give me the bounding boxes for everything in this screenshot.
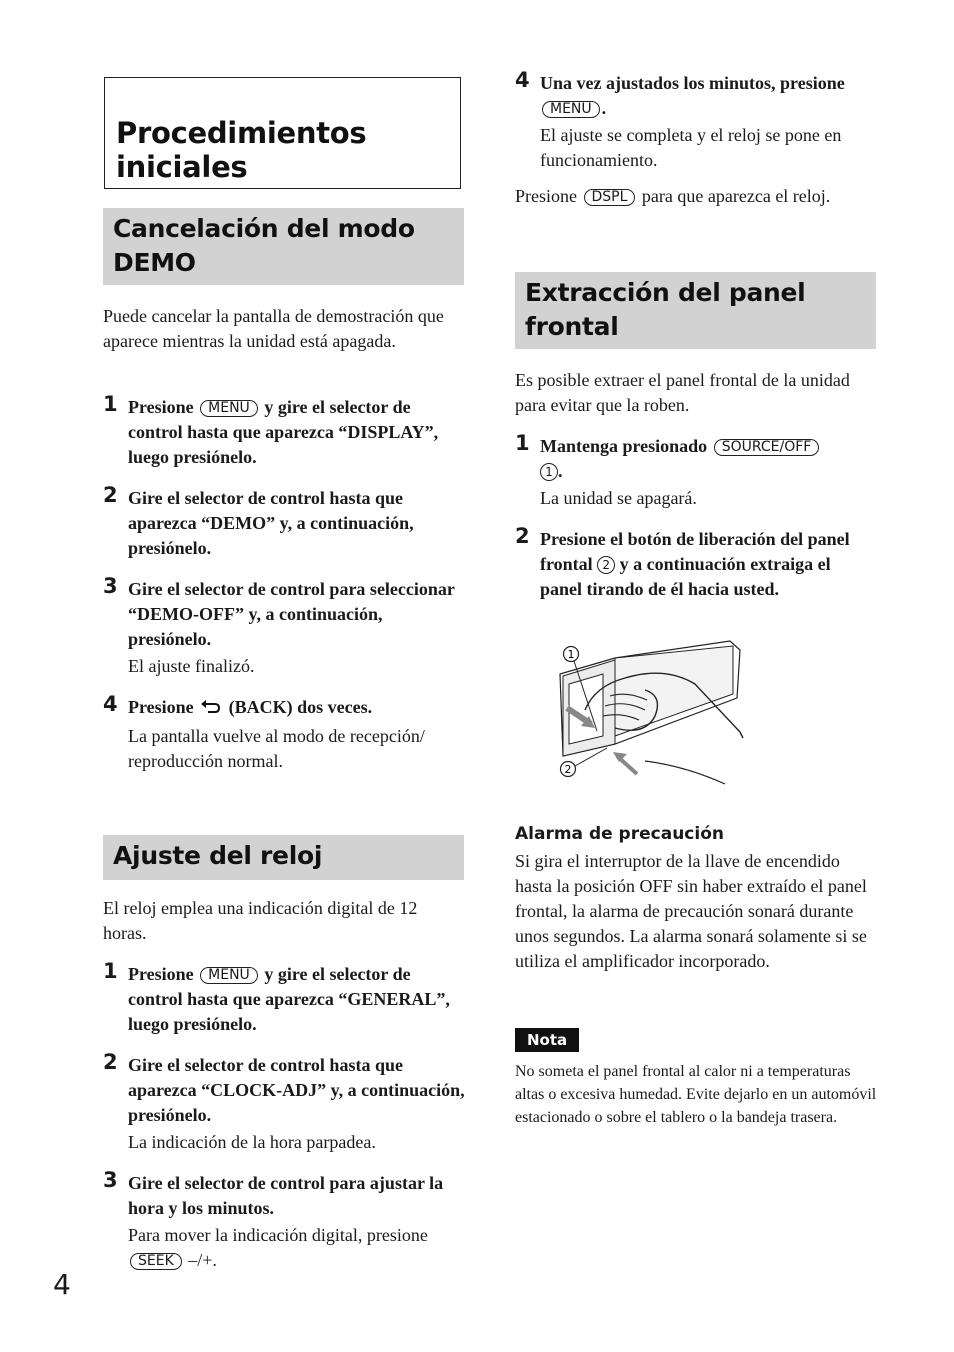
step-text: Presione [128, 397, 194, 417]
menu-key: MENU [200, 400, 258, 417]
chapter-title: Procedimientos iniciales [116, 116, 367, 184]
clock-step-1 [103, 959, 465, 1037]
clock-after-text: para que aparezca el reloj. [641, 186, 831, 206]
step-text: Gire el selector de control para seleccionar “DEMO-OFF” y, a continuación, presiónelo. [128, 579, 455, 649]
page-number: 4 [53, 1268, 71, 1301]
alarm-text: Si gira el interruptor de la llave de encendido hasta la posición OFF sin haber extraído el panel frontal, la alarma de precaución sonará durante unos segundos. La alarma sonará solamente si se utiliza el amplificador incorporado. [515, 851, 867, 971]
step-result: El ajuste finalizó. [128, 656, 255, 676]
panel-step-1 [515, 431, 877, 511]
step-text: Una vez ajustados los minutos, presione [540, 73, 845, 93]
note-label: Nota [515, 1028, 579, 1052]
step-result: La pantalla vuelve al modo de recepción/ reproducción normal. [128, 726, 425, 771]
figure-callout-2: 2 [564, 763, 572, 776]
demo-step-3 [103, 574, 465, 679]
step-result: El ajuste se completa y el reloj se pone en funcionamiento. [540, 125, 842, 170]
menu-key: MENU [542, 101, 600, 118]
note-text: No someta el panel frontal al calor ni a temperaturas altas o excesiva humedad. Evite dejarlo en un automóvil estacionado o sobre el tablero o la bandeja trasera. [515, 1063, 877, 1126]
step-number: 2 [103, 1050, 118, 1074]
step-result: La unidad se apagará. [540, 488, 697, 508]
step-text: . [601, 98, 607, 118]
clock-step-3 [103, 1168, 465, 1273]
step-result: La indicación de la hora parpadea. [128, 1132, 376, 1152]
menu-key: MENU [200, 967, 258, 984]
step-text: Presione [128, 697, 194, 717]
step-text: y gire el selector de control hasta que aparezca “GENERAL”, luego presiónelo. [128, 964, 450, 1034]
section-header-demo [103, 208, 464, 285]
clock-after-text: Presione [515, 186, 577, 206]
back-arrow-icon [200, 697, 222, 722]
step-number: 2 [103, 483, 118, 507]
step-text: y a continuación extraiga el panel tirando de él hacia usted. [540, 554, 831, 599]
clock-step-4 [515, 68, 877, 173]
section-header-clock [103, 835, 464, 880]
panel-step-2 [515, 524, 877, 602]
demo-step-4 [103, 692, 465, 774]
step-text: Gire el selector de control hasta que aparezca “CLOCK-ADJ” y, a continuación, presiónelo. [128, 1055, 465, 1125]
step-number: 1 [103, 392, 118, 416]
dspl-key: DSPL [584, 189, 636, 206]
step-number: 3 [103, 574, 118, 598]
callout-2: 2 [597, 556, 615, 574]
step-number: 1 [515, 431, 530, 455]
step-number: 4 [103, 692, 118, 716]
step-text: (BACK) dos veces. [228, 697, 373, 717]
demo-intro: Puede cancelar la pantalla de demostración que aparece mientras la unidad está apagada. [103, 306, 444, 351]
section-header-panel [515, 272, 876, 349]
demo-step-2 [103, 483, 465, 561]
panel-intro: Es posible extraer el panel frontal de la unidad para evitar que la roben. [515, 370, 850, 415]
step-result: Para mover la indicación digital, presione [128, 1225, 428, 1245]
step-text: Presione el botón de liberación del panel frontal [540, 529, 850, 574]
step-number: 3 [103, 1168, 118, 1192]
clock-step-2 [103, 1050, 465, 1155]
callout-1: 1 [540, 463, 558, 481]
step-number: 1 [103, 959, 118, 983]
panel-removal-illustration [555, 636, 750, 791]
step-number: 2 [515, 524, 530, 548]
section-title-clock: Ajuste del reloj [113, 841, 323, 870]
step-text: y gire el selector de control hasta que aparezca “DISPLAY”, luego presiónelo. [128, 397, 439, 467]
step-result: –/+. [188, 1250, 217, 1270]
step-text: Presione [128, 964, 194, 984]
alarm-title: Alarma de precaución [515, 824, 724, 844]
step-text: . [558, 461, 563, 481]
step-text: Mantenga presionado [540, 436, 708, 456]
step-text: Gire el selector de control para ajustar la hora y los minutos. [128, 1173, 444, 1218]
step-number: 4 [515, 68, 530, 92]
demo-step-1 [103, 392, 465, 470]
section-title-panel: Extracción del panel frontal [525, 278, 806, 341]
section-title-demo: Cancelación del modo DEMO [113, 214, 415, 277]
figure-callout-1: 1 [567, 648, 575, 661]
clock-intro: El reloj emplea una indicación digital de 12 horas. [103, 898, 418, 943]
source-off-key: SOURCE/OFF [714, 439, 820, 456]
seek-key: SEEK [130, 1253, 182, 1270]
chapter-title-box [104, 77, 461, 189]
step-text: Gire el selector de control hasta que aparezca “DEMO” y, a continuación, presiónelo. [128, 488, 414, 558]
